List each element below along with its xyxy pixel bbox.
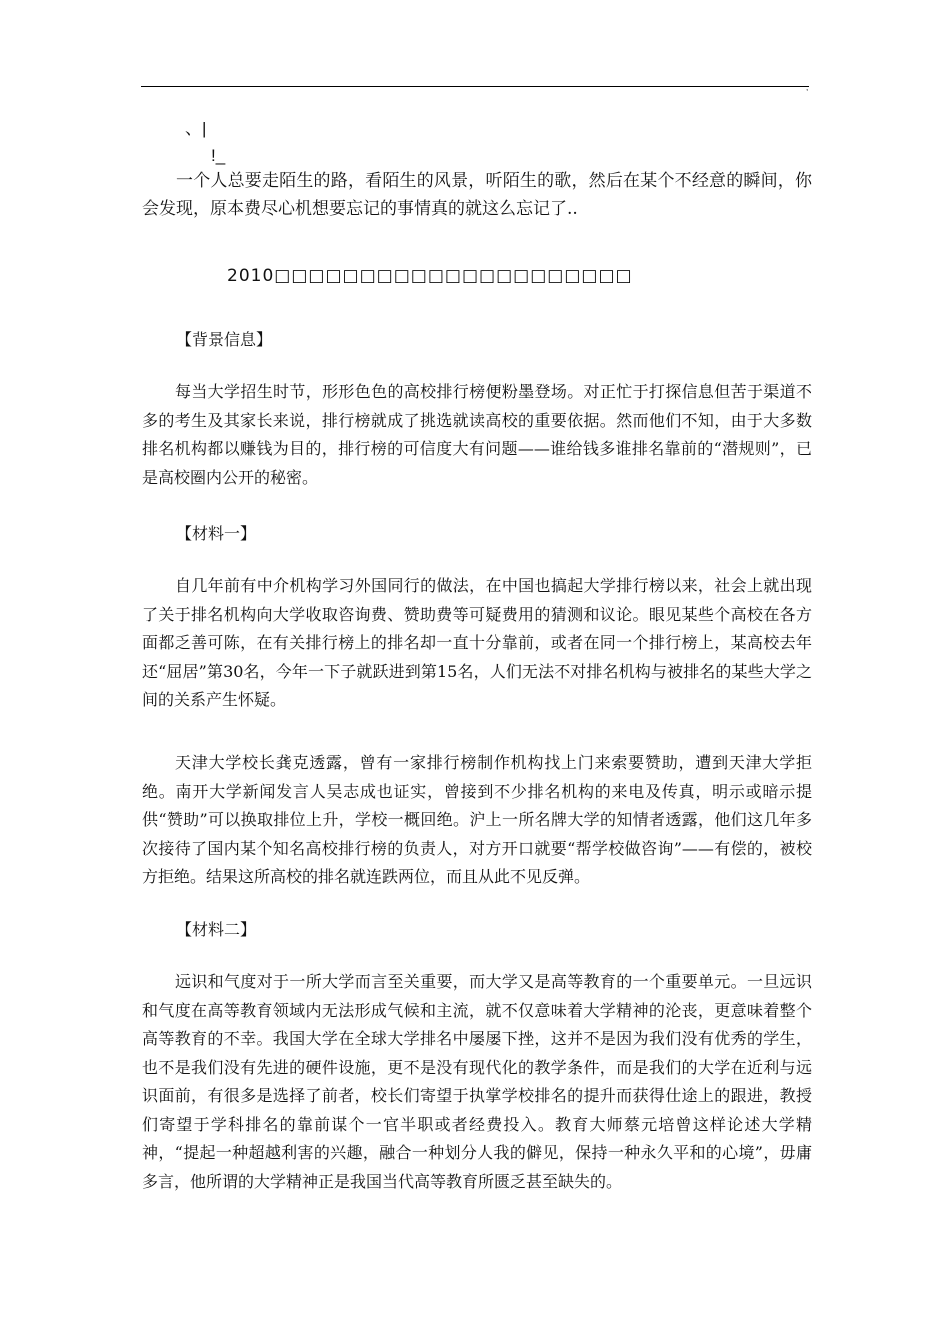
stray-mark-line-2: !_ — [211, 146, 226, 165]
background-heading: 【背景信息】 — [176, 330, 273, 349]
header-rule — [141, 86, 809, 87]
material-one-paragraph-1: 自几年前有中介机构学习外国同行的做法，在中国也搞起大学排行榜以来，社会上就出现了关于排名机构向大学收取咨询费、赞助费等可疑费用的猜测和议论。眼见某些个高校在各方面都乏善可陈，在有关排行榜上的排名却一直十分靠前，或者在同一个排行榜上，某高校去年还“屈居”第30名，今年一下子就跃进到第15名，人们无法不对排名机构与被排名的某些大学之间的关系产生怀疑。 — [142, 576, 812, 709]
material-one-heading: 【材料一】 — [176, 524, 257, 543]
material-one-paragraph-2: 天津大学校长龚克透露，曾有一家排行榜制作机构找上门来索要赞助，遭到天津大学拒绝。南开大学新闻发言人吴志成也证实，曾接到不少排名机构的来电及传真，明示或暗示提供“赞助”可以换取排位上升，学校一概回绝。沪上一所名牌大学的知情者透露，他们这几年多次接待了国内某个知名高校排行榜的负责人，对方开口就要“帮学校做咨询”——有偿的，被校方拒绝。结果这所高校的排名就连跌两位，而且从此不见反弹。 — [142, 753, 812, 886]
material-two-heading: 【材料二】 — [176, 920, 257, 939]
document-title: 2010□□□□□□□□□□□□□□□□□□□□□ — [227, 266, 633, 286]
stray-mark-line-1: 、| — [185, 119, 207, 138]
background-paragraph: 每当大学招生时节，形形色色的高校排行榜便粉墨登场。对正忙于打探信息但苦于渠道不多的考生及其家长来说，排行榜就成了挑选就读高校的重要依据。然而他们不知，由于大多数排名机构都以赚钱为目的，排行榜的可信度大有问题——谁给钱多谁排名靠前的“潜规则”，已是高校圈内公开的秘密。 — [142, 382, 812, 487]
header-tick-mark: , — [806, 83, 809, 92]
intro-paragraph: 一个人总要走陌生的路，看陌生的风景，听陌生的歌，然后在某个不经意的瞬间，你会发现，原本费尽心机想要忘记的事情真的就这么忘记了.. — [142, 171, 812, 219]
material-two-paragraph: 远识和气度对于一所大学而言至关重要，而大学又是高等教育的一个重要单元。一旦远识和气度在高等教育领域内无法形成气候和主流，就不仅意味着大学精神的沦丧，更意味着整个高等教育的不幸。我国大学在全球大学排名中屡屡下挫，这并不是因为我们没有优秀的学生，也不是我们没有先进的硬件设施，更不是没有现代化的教学条件，而是我们的大学在近利与远识面前，有很多是选择了前者，校长们寄望于执掌学校排名的提升而获得仕途上的跟进，教授们寄望于学科排名的靠前谋个一官半职或者经费投入。教育大师蔡元培曾这样论述大学精神，“提起一种超越利害的兴趣，融合一种划分人我的僻见，保持一种永久平和的心境”，毋庸多言，他所谓的大学精神正是我国当代高等教育所匮乏甚至缺失的。 — [142, 972, 812, 1191]
